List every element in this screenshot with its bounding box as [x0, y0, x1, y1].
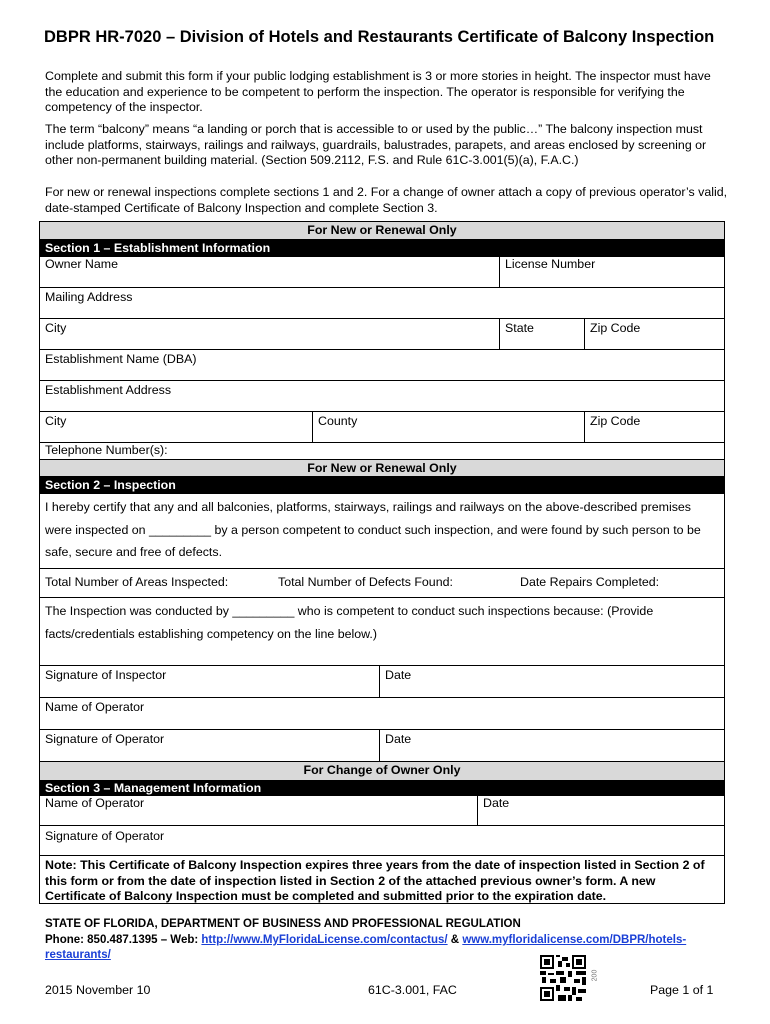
certificate-form — [39, 221, 725, 904]
qr-number: 200 — [591, 969, 599, 982]
conducted-row — [40, 598, 724, 666]
section2-banner: For New or Renewal Only — [40, 459, 724, 477]
operator-signature-row — [40, 730, 724, 762]
total-areas-label: Total Number of Areas Inspected: — [45, 575, 229, 589]
zip-label: Zip Code — [590, 321, 641, 335]
establishment-name-row — [40, 350, 724, 381]
zip2-field[interactable] — [584, 412, 724, 442]
certify-statement: I hereby certify that any and all balconies, platforms, stairways, railings and railways on the above-described premises were inspected on _________ by a person competent to conduct such inspection, and were found by such person to be safe, secure and free of defects. — [45, 500, 701, 559]
telephone-row — [40, 443, 724, 459]
date-repairs-field[interactable] — [515, 569, 724, 597]
city-state-zip-row — [40, 319, 724, 350]
owner-name-field[interactable] — [40, 255, 499, 287]
footer-amp: & — [447, 934, 463, 946]
date-repairs-label: Date Repairs Completed: — [520, 575, 660, 589]
county-field[interactable] — [312, 412, 584, 442]
section1-header: Section 1 – Establishment Information — [40, 240, 724, 257]
establishment-name-label: Establishment Name (DBA) — [45, 352, 197, 366]
section3-operator-row — [40, 796, 724, 826]
footer-page: Page 1 of 1 — [650, 983, 714, 997]
license-number-field[interactable] — [499, 255, 724, 287]
zip2-label: Zip Code — [590, 414, 641, 428]
section3-operator-name-field[interactable] — [40, 796, 477, 825]
total-defects-field[interactable] — [273, 569, 515, 597]
license-number-label: License Number — [505, 257, 596, 271]
owner-name-label: Owner Name — [45, 257, 118, 271]
state-label: State — [505, 321, 534, 335]
section3-date-field[interactable] — [477, 796, 724, 825]
expiration-note: Note: This Certificate of Balcony Inspection expires three years from the date of inspection listed in Section 2 of this form or from the date of inspection listed in Section 2 of the attached previous owner’s form. A new Certificate of Balcony Inspection must be completed and submitted prior to the expiration date. — [45, 858, 705, 903]
section3-header: Section 3 – Management Information — [40, 780, 724, 796]
city-field[interactable] — [40, 319, 499, 349]
section3-signature-field[interactable] — [40, 826, 724, 855]
establishment-address-row — [40, 381, 724, 412]
footer-rule: 61C-3.001, FAC — [368, 983, 457, 997]
operator-name-row — [40, 698, 724, 730]
zip-field[interactable] — [584, 319, 724, 349]
intro-paragraph-1: Complete and submit this form if your public lodging establishment is 3 or more stories in height. The inspector must have the education and experience to be competent to perform the inspection. The operator is responsible for verifying the competency of the inspector. — [45, 69, 711, 114]
conducted-statement: The Inspection was conducted by _________ who is competent to conduct such inspections because: (Provide facts/credentials establishing competency on the line below.) — [45, 604, 654, 641]
intro-paragraph-3: For new or renewal inspections complete sections 1 and 2. For a change of owner attach a copy of previous operator’s valid, date-stamped Certificate of Balcony Inspection and complete Section 3. — [45, 185, 728, 215]
county-label: County — [318, 414, 358, 428]
totals-row — [40, 569, 724, 598]
telephone-label: Telephone Number(s): — [45, 443, 168, 457]
mailing-address-field[interactable] — [40, 288, 724, 318]
owner-license-row — [40, 257, 724, 288]
state-field[interactable] — [499, 319, 584, 349]
note-row — [40, 856, 724, 904]
operator-date-label: Date — [385, 732, 412, 746]
footer-organization: STATE OF FLORIDA, DEPARTMENT OF BUSINESS AND PROFESSIONAL REGULATION — [45, 918, 521, 930]
section3-banner: For Change of Owner Only — [40, 762, 724, 780]
operator-signature-field[interactable] — [40, 730, 379, 761]
section1-banner: For New or Renewal Only — [40, 222, 724, 240]
establishment-address-label: Establishment Address — [45, 383, 172, 397]
city2-field[interactable] — [40, 412, 312, 442]
inspector-signature-field[interactable] — [40, 666, 379, 697]
operator-date-field[interactable] — [379, 730, 724, 761]
section2-header: Section 2 – Inspection — [40, 477, 724, 494]
establishment-address-field[interactable] — [40, 381, 724, 411]
hotels-restaurants-link[interactable]: www.myfloridalicense.com/DBPR/hotels-restaurants/ — [45, 934, 687, 961]
mailing-address-row — [40, 288, 724, 319]
footer-phone-prefix: Phone: 850.487.1395 – Web: — [45, 934, 202, 946]
certify-row — [40, 494, 724, 569]
operator-name-label: Name of Operator — [45, 700, 145, 714]
qr-code-icon — [540, 955, 586, 1001]
establishment-name-field[interactable] — [40, 350, 724, 380]
contactus-link[interactable]: http://www.MyFloridaLicense.com/contactus/ — [201, 934, 448, 946]
section3-date-label: Date — [483, 796, 510, 810]
operator-signature-label: Signature of Operator — [45, 732, 165, 746]
total-defects-label: Total Number of Defects Found: — [278, 575, 453, 589]
city2-label: City — [45, 414, 67, 428]
city-county-zip-row — [40, 412, 724, 443]
inspector-signature-label: Signature of Inspector — [45, 668, 167, 682]
telephone-field[interactable] — [40, 443, 724, 459]
footer-date: 2015 November 10 — [45, 983, 151, 997]
form-title: DBPR HR-7020 – Division of Hotels and Restaurants Certificate of Balcony Inspection — [44, 28, 715, 46]
section3-signature-label: Signature of Operator — [45, 829, 165, 843]
intro-paragraph-2: The term “balcony” means “a landing or porch that is accessible to or used by the public…” The balcony inspection must include platforms, stairways, railings and railways, guardrails, balustrades, parapets, and areas enclosed by screening or other non-permanent building material. (Section 509.2112, F.S. and Rule 61C-3.001(5)(a), F.A.C.) — [45, 122, 707, 167]
inspector-date-field[interactable] — [379, 666, 724, 697]
mailing-address-label: Mailing Address — [45, 290, 133, 304]
section3-operator-name-label: Name of Operator — [45, 796, 145, 810]
section3-signature-row — [40, 826, 724, 856]
city-label: City — [45, 321, 67, 335]
operator-name-field[interactable] — [40, 698, 724, 729]
total-areas-field[interactable] — [40, 569, 273, 597]
inspector-signature-row — [40, 666, 724, 698]
footer-contact — [45, 933, 705, 963]
inspector-date-label: Date — [385, 668, 412, 682]
